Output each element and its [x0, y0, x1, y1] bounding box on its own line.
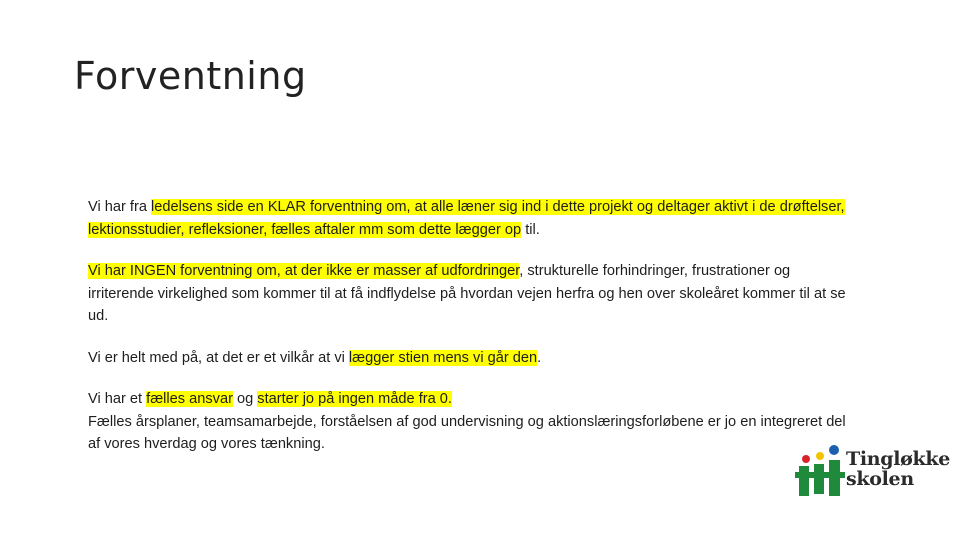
- text-segment: , strukturelle forhindringer, frustrationer og irriterende virkelighed som kommer til at få indflydelse på hvordan vejen herfra og hen over skoleåret kommer til at se ud.: [88, 263, 846, 324]
- highlighted-text: starter jo på ingen måde fra 0.: [257, 391, 452, 407]
- text-segment: Vi har fra: [88, 199, 151, 215]
- paragraph-shared-responsibility: [88, 388, 848, 456]
- paragraph-management-expectation: [88, 196, 848, 241]
- body-text: [88, 196, 848, 475]
- text-segment: Vi er helt med på, at det er et vilkår at vi: [88, 349, 349, 366]
- text-segment: og: [232, 391, 258, 407]
- text-segment: Vi har et: [88, 391, 147, 407]
- highlighted-text: Vi har INGEN forventning om, at der ikke er masser af udfordringer: [88, 263, 520, 279]
- highlighted-text: fælles ansvar: [146, 391, 233, 407]
- school-logo: [793, 444, 951, 510]
- highlighted-text: ledelsens side en KLAR forventning om, at alle læner sig ind i dette projekt og deltager aktivt i de drøftelser, lektionsstudier, refleksioner, fælles aftaler mm som dette lægger op: [88, 199, 845, 238]
- school-logo-figures-icon: [793, 444, 849, 510]
- slide-title: Forventning: [74, 54, 307, 98]
- text-segment: til.: [521, 221, 540, 238]
- text-segment: .: [537, 349, 542, 366]
- paragraph-path: [88, 347, 848, 370]
- text-segment: Fælles årsplaner, teamsamarbejde, forståelsen af god undervisning og aktionslæringsforløbene er jo en integreret del af vores hverdag og vores tænkning.: [88, 413, 846, 452]
- paragraph-no-expectation: [88, 260, 848, 328]
- school-name-line2: skolen: [846, 468, 914, 490]
- school-name-line1: Tingløkke: [846, 448, 951, 470]
- highlighted-text: lægger stien mens vi går den: [348, 349, 538, 366]
- school-logo-text: [846, 449, 950, 489]
